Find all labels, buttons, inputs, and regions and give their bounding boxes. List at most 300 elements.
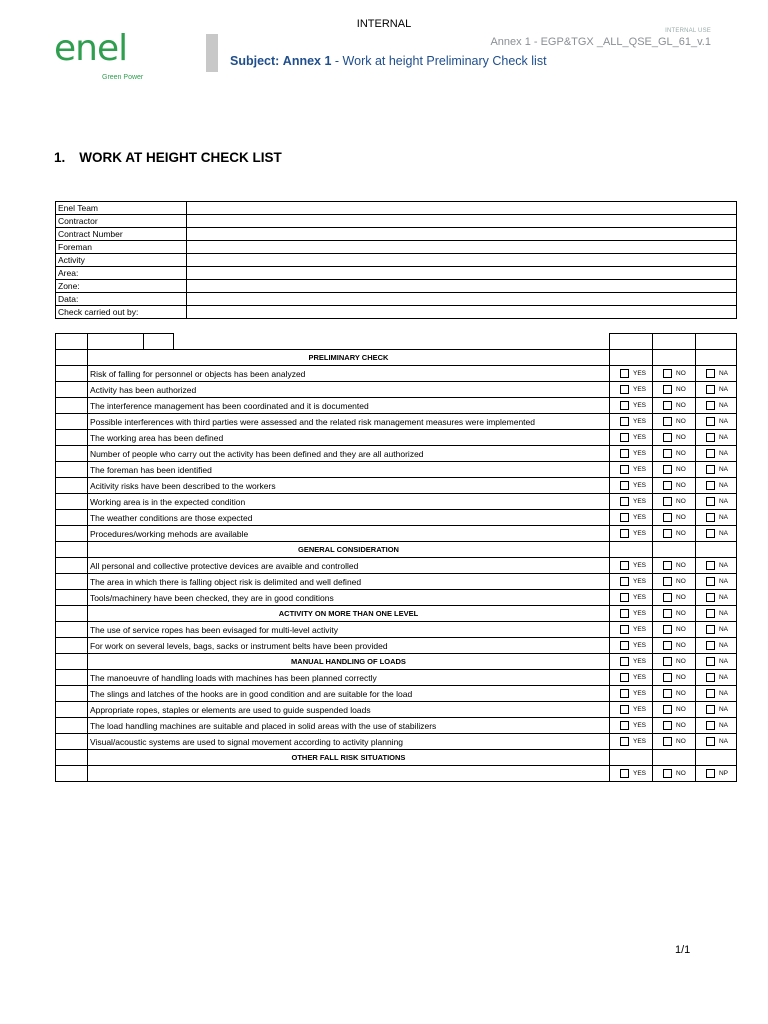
checkbox-icon[interactable] [663,465,672,474]
option-yes[interactable] [612,672,650,684]
option-cell [695,494,736,510]
checkbox-icon[interactable] [663,385,672,394]
option-label: NA [718,689,729,697]
option-cell [653,622,696,638]
option-yes[interactable] [612,656,650,668]
checkbox-icon[interactable] [620,769,629,778]
checklist-item-row [56,558,737,574]
option-label: NO [676,561,686,569]
option-yes[interactable] [612,640,650,652]
option-cell [653,526,696,542]
option-cell [653,686,696,702]
option-yes[interactable] [612,368,650,380]
checklist-item-text: The weather conditions are those expected [87,510,609,526]
option-na[interactable] [698,672,734,684]
checkbox-icon[interactable] [663,593,672,602]
checkbox-icon[interactable] [620,625,629,634]
option-na[interactable] [698,656,734,668]
option-label: YES [633,641,647,649]
checkbox-icon[interactable] [706,609,715,618]
checkbox-icon[interactable] [706,625,715,634]
option-no[interactable] [655,496,693,508]
option-no[interactable] [655,672,693,684]
option-yes[interactable] [612,688,650,700]
option-label: YES [633,737,647,745]
checklist-table [55,333,737,782]
checkbox-icon[interactable] [706,577,715,586]
option-na[interactable] [698,704,734,716]
option-cell [610,510,653,526]
info-value-field[interactable] [187,228,737,241]
option-no[interactable] [655,448,693,460]
checkbox-icon[interactable] [663,657,672,666]
checkbox-icon[interactable] [663,497,672,506]
option-label: NO [676,721,686,729]
row-marker-cell [56,670,88,686]
option-no[interactable] [655,464,693,476]
info-row [56,202,737,215]
checkbox-icon[interactable] [663,769,672,778]
option-cell [695,542,736,558]
option-cell [653,638,696,654]
checklist-item-row [56,766,737,782]
checklist-item-text: Visual/acoustic systems are used to signal movement according to activity planning [87,734,609,750]
option-yes[interactable] [612,528,650,540]
option-label: NA [718,529,729,537]
section-title [54,150,282,165]
checkbox-icon[interactable] [663,625,672,634]
checklist-item-text: Possible interferences with third parties were assessed and the related risk management measures were implemented [87,414,609,430]
option-no[interactable] [655,528,693,540]
info-label: Data: [56,293,187,306]
checkbox-icon[interactable] [620,673,629,682]
option-yes[interactable] [612,624,650,636]
row-marker-cell [56,654,88,670]
option-cell [695,590,736,606]
option-na[interactable] [698,464,734,476]
checkbox-icon[interactable] [663,513,672,522]
option-no[interactable] [655,688,693,700]
row-marker-cell [56,750,88,766]
option-na[interactable] [698,528,734,540]
checkbox-icon[interactable] [706,433,715,442]
header-divider [206,34,218,72]
option-cell [610,686,653,702]
info-value-field[interactable] [187,267,737,280]
option-no[interactable] [655,736,693,748]
option-no[interactable] [655,656,693,668]
checkbox-icon[interactable] [663,721,672,730]
option-label: NO [676,737,686,745]
checkbox-icon[interactable] [706,449,715,458]
option-no[interactable] [655,576,693,588]
checkbox-icon[interactable] [706,513,715,522]
checkbox-icon[interactable] [663,641,672,650]
row-marker-cell [56,718,88,734]
checklist-item-text: Appropriate ropes, staples or elements are used to guide suspended loads [87,702,609,718]
option-cell [610,638,653,654]
option-yes[interactable] [612,512,650,524]
checkbox-icon[interactable] [706,529,715,538]
row-marker-cell [56,494,88,510]
checkbox-icon[interactable] [663,401,672,410]
info-value-field[interactable] [187,202,737,215]
option-na[interactable] [698,512,734,524]
option-cell [610,382,653,398]
option-na[interactable] [698,480,734,492]
checklist-item-text: Activity has been authorized [87,382,609,398]
checklist-header-row [56,334,737,350]
subject-text: - Work at height Preliminary Check list [331,54,547,68]
page-number: 1/1 [675,944,691,956]
checklist-item-text: Working area is in the expected condition [87,494,609,510]
option-cell [695,350,736,366]
checkbox-icon[interactable] [620,433,629,442]
option-cell [610,462,653,478]
checkbox-icon[interactable] [620,657,629,666]
option-label: NO [676,689,686,697]
subject-label: Subject: [230,54,280,68]
checkbox-icon[interactable] [663,369,672,378]
option-na[interactable] [698,720,734,732]
checkbox-icon[interactable] [620,401,629,410]
option-yes[interactable] [612,720,650,732]
option-no[interactable] [655,624,693,636]
option-cell [653,702,696,718]
option-cell [695,574,736,590]
checkbox-icon[interactable] [706,481,715,490]
checkbox-icon[interactable] [706,593,715,602]
checklist-section-title: GENERAL CONSIDERATION [87,542,609,558]
option-label: YES [633,481,647,489]
info-value-field[interactable] [187,241,737,254]
option-label: NA [718,593,729,601]
option-na[interactable] [698,496,734,508]
checkbox-icon[interactable] [620,705,629,714]
option-cell [653,654,696,670]
option-na[interactable] [698,416,734,428]
option-label: NA [718,433,729,441]
option-label: NO [676,449,686,457]
checkbox-icon[interactable] [706,641,715,650]
row-marker-cell [56,606,88,622]
option-no[interactable] [655,432,693,444]
option-label: YES [633,529,647,537]
option-na[interactable] [698,736,734,748]
option-na[interactable] [698,640,734,652]
option-label: NO [676,401,686,409]
checklist-item-text: The use of service ropes has been evisaged for multi-level activity [87,622,609,638]
option-label: NA [718,385,729,393]
option-yes[interactable] [612,704,650,716]
checkbox-icon[interactable] [706,721,715,730]
option-yes[interactable] [612,448,650,460]
option-cell [695,638,736,654]
option-yes[interactable] [612,432,650,444]
checklist-item-text: Risk of falling for personnel or objects has been analyzed [87,366,609,382]
checklist-item-text: Acitivity risks have been described to the workers [87,478,609,494]
checkbox-icon[interactable] [706,497,715,506]
option-label: NO [676,593,686,601]
option-yes[interactable] [612,480,650,492]
option-label: NA [718,481,729,489]
info-row [56,267,737,280]
document-code: Annex 1 - EGP&TGX _ALL_QSE_GL_61_v.1 [490,36,711,48]
option-cell [653,494,696,510]
option-yes[interactable] [612,592,650,604]
option-cell [695,654,736,670]
option-cell [610,414,653,430]
option-no[interactable] [655,592,693,604]
option-label: NA [718,417,729,425]
option-np[interactable] [698,768,734,780]
checklist-item-row [56,702,737,718]
option-cell [653,590,696,606]
option-no[interactable] [655,400,693,412]
option-cell [653,350,696,366]
checkbox-icon[interactable] [620,689,629,698]
option-label: NO [676,673,686,681]
option-cell [695,606,736,622]
option-label: NO [676,769,686,777]
info-value-field[interactable] [187,215,737,228]
option-na[interactable] [698,608,734,620]
checklist-item-row [56,670,737,686]
option-label: NO [676,609,686,617]
option-label: NO [676,529,686,537]
option-label: YES [633,497,647,505]
option-no[interactable] [655,512,693,524]
checkbox-icon[interactable] [620,417,629,426]
checkbox-icon[interactable] [620,465,629,474]
option-yes[interactable] [612,560,650,572]
option-yes[interactable] [612,416,650,428]
checkbox-icon[interactable] [706,561,715,570]
option-yes[interactable] [612,576,650,588]
option-yes[interactable] [612,608,650,620]
checkbox-icon[interactable] [620,609,629,618]
checklist-section-title: MANUAL HANDLING OF LOADS [87,654,609,670]
option-na[interactable] [698,384,734,396]
checkbox-icon[interactable] [706,737,715,746]
option-label: NO [676,577,686,585]
checkbox-icon[interactable] [663,529,672,538]
row-marker-cell [56,686,88,702]
checkbox-icon[interactable] [706,769,715,778]
option-no[interactable] [655,560,693,572]
checklist-section-row [56,350,737,366]
checkbox-icon[interactable] [706,689,715,698]
option-label: NA [718,465,729,473]
row-marker-cell [56,574,88,590]
checklist-section-row [56,654,737,670]
checklist-item-row [56,414,737,430]
checkbox-icon[interactable] [663,433,672,442]
option-na[interactable] [698,624,734,636]
checkbox-icon[interactable] [706,673,715,682]
option-yes[interactable] [612,464,650,476]
option-label: NA [718,737,729,745]
option-no[interactable] [655,608,693,620]
option-cell [610,350,653,366]
checkbox-icon[interactable] [663,561,672,570]
option-cell [695,430,736,446]
option-cell [653,670,696,686]
checklist-item-row [56,574,737,590]
option-cell [695,526,736,542]
checkbox-icon[interactable] [620,385,629,394]
checkbox-icon[interactable] [620,577,629,586]
option-no[interactable] [655,416,693,428]
checkbox-icon[interactable] [706,657,715,666]
option-na[interactable] [698,560,734,572]
option-yes[interactable] [612,384,650,396]
checkbox-icon[interactable] [706,465,715,474]
option-label: NO [676,369,686,377]
option-no[interactable] [655,720,693,732]
checklist-item-text: The area in which there is falling object risk is delimited and well defined [87,574,609,590]
checkbox-icon[interactable] [663,705,672,714]
option-cell [695,398,736,414]
option-label: NO [676,497,686,505]
info-value-field[interactable] [187,254,737,267]
option-na[interactable] [698,432,734,444]
logo-wordmark: enel [54,28,128,69]
checklist-item-row [56,510,737,526]
row-marker-cell [56,462,88,478]
checklist-item-row [56,494,737,510]
option-label: YES [633,513,647,521]
checkbox-icon[interactable] [663,673,672,682]
option-label: YES [633,689,647,697]
checkbox-icon[interactable] [620,721,629,730]
checklist-item-row [56,446,737,462]
option-no[interactable] [655,768,693,780]
option-cell [653,510,696,526]
checkbox-icon[interactable] [663,737,672,746]
checklist-item-row [56,638,737,654]
option-cell [695,414,736,430]
checklist-item-text: The manoeuvre of handling loads with machines has been planned correctly [87,670,609,686]
option-no[interactable] [655,704,693,716]
checkbox-icon[interactable] [620,529,629,538]
checklist-item-row [56,366,737,382]
option-no[interactable] [655,480,693,492]
row-marker-cell [56,398,88,414]
option-label: NO [676,641,686,649]
option-cell [653,734,696,750]
info-row [56,280,737,293]
option-cell [610,606,653,622]
checklist-section-title: PRELIMINARY CHECK [87,350,609,366]
checkbox-icon[interactable] [620,737,629,746]
option-cell [610,670,653,686]
info-value-field[interactable] [187,280,737,293]
option-cell [653,430,696,446]
checkbox-icon[interactable] [663,577,672,586]
row-marker-cell [56,414,88,430]
checklist-item-row [56,398,737,414]
option-cell [695,686,736,702]
info-value-field[interactable] [187,306,737,319]
checkbox-icon[interactable] [620,497,629,506]
checkbox-icon[interactable] [706,369,715,378]
option-label: NA [718,625,729,633]
row-marker-cell [56,590,88,606]
checkbox-icon[interactable] [620,593,629,602]
checkbox-icon[interactable] [663,689,672,698]
option-cell [610,590,653,606]
option-cell [695,750,736,766]
checkbox-icon[interactable] [620,369,629,378]
option-label: YES [633,449,647,457]
checkbox-icon[interactable] [620,641,629,650]
option-cell [653,414,696,430]
option-cell [653,766,696,782]
option-yes[interactable] [612,768,650,780]
checkbox-icon[interactable] [706,401,715,410]
row-marker-cell [56,510,88,526]
option-na[interactable] [698,448,734,460]
info-row [56,306,737,319]
option-cell [653,558,696,574]
row-marker-cell [56,446,88,462]
option-cell [610,718,653,734]
option-na[interactable] [698,576,734,588]
checkbox-icon[interactable] [620,481,629,490]
checkbox-icon[interactable] [620,513,629,522]
checkbox-icon[interactable] [706,705,715,714]
option-label: NA [718,609,729,617]
option-no[interactable] [655,640,693,652]
option-na[interactable] [698,400,734,412]
option-cell [610,766,653,782]
option-na[interactable] [698,368,734,380]
checkbox-icon[interactable] [620,561,629,570]
option-no[interactable] [655,368,693,380]
option-yes[interactable] [612,736,650,748]
option-label: NA [718,657,729,665]
checkbox-icon[interactable] [663,417,672,426]
checklist-section-title: ACTIVITY ON MORE THAN ONE LEVEL [87,606,609,622]
logo-subtitle: Green Power [102,74,144,81]
option-na[interactable] [698,688,734,700]
info-label: Area: [56,267,187,280]
checklist-item-row [56,382,737,398]
option-cell [653,718,696,734]
option-label: YES [633,609,647,617]
option-label: NA [718,721,729,729]
checkbox-icon[interactable] [663,449,672,458]
checkbox-icon[interactable] [706,417,715,426]
info-label: Foreman [56,241,187,254]
option-na[interactable] [698,592,734,604]
checklist-section-title: OTHER FALL RISK SITUATIONS [87,750,609,766]
checkbox-icon[interactable] [620,449,629,458]
checkbox-icon[interactable] [706,385,715,394]
row-marker-cell [56,526,88,542]
option-cell [610,526,653,542]
option-label: NA [718,497,729,505]
option-cell [610,574,653,590]
checkbox-icon[interactable] [663,481,672,490]
option-cell [610,734,653,750]
checkbox-icon[interactable] [663,609,672,618]
option-no[interactable] [655,384,693,396]
option-yes[interactable] [612,496,650,508]
option-yes[interactable] [612,400,650,412]
info-value-field[interactable] [187,293,737,306]
